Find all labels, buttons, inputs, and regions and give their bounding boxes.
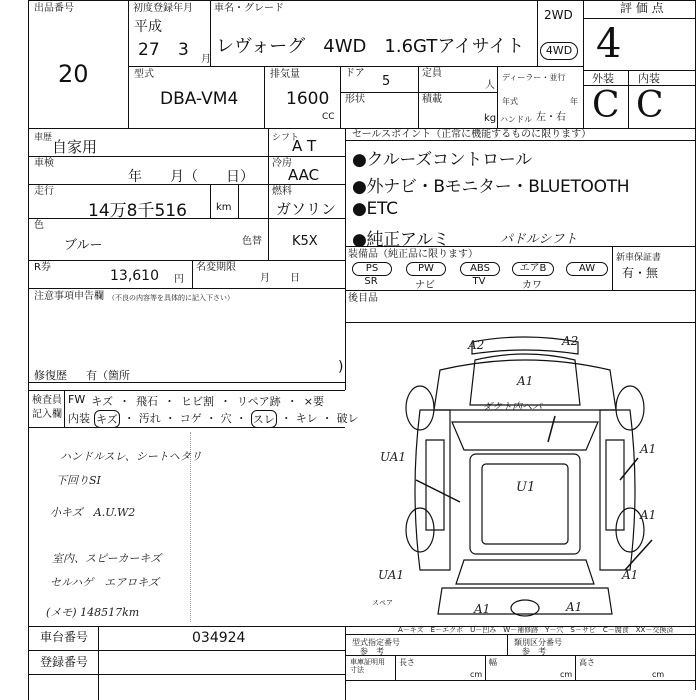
ac-value: AAC [288, 166, 320, 184]
dealer-label: ディーラー・並行 [502, 73, 566, 82]
inspector-term: 内装 [68, 412, 90, 425]
inspector-sep: ・ [119, 395, 130, 408]
inspection-label: 車検 [34, 158, 54, 169]
inspector-sep: ・ [164, 395, 175, 408]
inspection-value: 年 月（ 日） [128, 169, 254, 185]
color-change-label: 色替 [242, 236, 262, 247]
displacement-unit: CC [322, 112, 335, 122]
inspector-row-2 [68, 410, 359, 428]
repair-value: 有（箇所 [86, 369, 130, 382]
car-name-label: 車名・グレード [214, 3, 284, 14]
displacement-label: 排気量 [270, 69, 300, 80]
inspector-term: 飛石 [136, 395, 158, 408]
damage-mark: A1 [640, 442, 657, 456]
inspector-sep: ・ [205, 412, 217, 425]
handwritten-note: (メモ) 148517km [46, 606, 140, 619]
drive-2wd: 2WD [544, 8, 573, 22]
width-unit: cm [560, 670, 573, 679]
model-year-label: 年式 [502, 97, 518, 106]
line [345, 655, 695, 656]
sales-title: セールスポイント（正常に機能するものに限ります） [352, 129, 592, 140]
line [28, 260, 345, 261]
drive-4wd: 4WD [540, 42, 578, 60]
damage-mark: A1 [640, 508, 657, 522]
sales-point: ●外ナビ・Bモニター・BLUETOOTH [352, 177, 630, 197]
inspector-term: FW [68, 393, 86, 406]
line [345, 140, 695, 141]
month: 3 [178, 40, 189, 60]
inspector-label-2: 記入欄 [32, 409, 62, 420]
inspector-term: キズ [94, 410, 120, 428]
mileage-value: 14万8千516 [88, 201, 187, 221]
doors-label: ドア [345, 68, 365, 79]
interior-grade: C [636, 85, 664, 126]
height-unit: cm [652, 670, 665, 679]
line [192, 260, 193, 288]
damage-mark: A1 [566, 600, 583, 614]
inspector-term: スレ [251, 410, 277, 428]
year: 27 [138, 40, 160, 60]
inspector-sep: ・ [321, 412, 333, 425]
shift-label: シフト [272, 133, 300, 143]
chassis-value: 034924 [192, 630, 246, 646]
ac-label: 冷房 [272, 158, 292, 169]
inspector-term: ヒビ割 [181, 395, 214, 408]
line [485, 655, 486, 680]
reg-deadline-value: 月 日 [260, 273, 300, 284]
shift-value: A T [292, 137, 317, 155]
notes-label: 注意事項申告欄 [34, 291, 104, 302]
usage-label: 車歴 [34, 133, 53, 143]
lot-number: 20 [58, 60, 89, 88]
inspector-sep: ・ [220, 395, 231, 408]
model-value: DBA-VM4 [160, 89, 239, 109]
mileage-unit: km [216, 202, 232, 213]
equip-sr: SR [364, 276, 378, 287]
inspector-sep: ・ [123, 412, 135, 425]
inspector-label-1: 検査員 [32, 395, 62, 406]
inspector-term: キズ [91, 395, 113, 408]
doors-value: 5 [382, 74, 391, 89]
shape-label: 形状 [345, 94, 365, 105]
inspector-term: 破レ [336, 412, 359, 425]
grade-label: 評 価 点 [620, 1, 664, 15]
mileage-label: 走行 [34, 186, 54, 197]
damage-mark: UA1 [380, 450, 407, 464]
line [583, 0, 584, 128]
width-label: 幅 [489, 658, 497, 667]
line [28, 674, 345, 675]
line [583, 18, 696, 19]
color-value: ブルー [64, 238, 103, 253]
handwritten-note: 下回りSI [56, 474, 101, 487]
grade-value: 4 [596, 21, 622, 67]
class-num-value: 参 考 [522, 647, 546, 656]
handle-value: 左・右 [536, 112, 566, 123]
line [28, 382, 345, 383]
equip-abs: ABS [460, 262, 500, 276]
line [210, 184, 211, 218]
line [612, 246, 613, 290]
capacity-label: 定員 [422, 68, 442, 79]
line [395, 655, 396, 680]
rear-seat-label: 後目品 [348, 293, 378, 304]
height-label: 高さ [579, 658, 595, 667]
equip-pw: PW [406, 262, 446, 276]
equipment-title: 装備品（純正品に限ります） [348, 249, 478, 260]
chassis-label: 車台番号 [40, 630, 89, 644]
first-reg-label: 初度登録年月 [133, 3, 193, 14]
reg-number-label: 登録番号 [40, 655, 89, 669]
new-warranty-label: 新車保証書 [616, 253, 662, 263]
sales-point: ●クルーズコントロール [352, 150, 532, 170]
line [28, 650, 345, 651]
inspector-term: 汚れ [138, 412, 161, 425]
recycle-value: 13,610 [110, 268, 159, 284]
color-label: 色 [34, 220, 44, 231]
line [28, 390, 345, 391]
car-name: レヴォーグ 4WD 1.6GTアイサイト [216, 36, 525, 57]
inspector-term: リペア跡 [237, 395, 281, 408]
load-unit: kg [484, 113, 497, 124]
usage-value: 自家用 [52, 138, 98, 156]
length-label: 長さ [399, 658, 415, 667]
line [507, 634, 508, 655]
notes-sub: （不良の内容等を具体的に記入下さい） [108, 294, 234, 302]
sales-handwritten: パドルシフト [500, 232, 578, 247]
sales-point: ●純正アルミ [352, 230, 450, 250]
inspector-term: キレ [295, 412, 318, 425]
damage-mark: A1 [517, 374, 534, 388]
exterior-grade: C [592, 85, 620, 126]
displacement-value: 1600 [286, 89, 330, 109]
line [575, 655, 576, 680]
sales-point: ●ETC [352, 199, 398, 219]
recycle-label: R券 [34, 262, 51, 273]
damage-mark: UA1 [378, 568, 405, 582]
equip-navi: ナビ [415, 280, 435, 291]
lot-label: 出品番号 [34, 3, 74, 14]
line [238, 184, 239, 218]
equip-ps: PS [352, 262, 392, 276]
line [128, 0, 129, 128]
new-warranty-value: 有・無 [622, 266, 659, 280]
line [28, 288, 345, 289]
interior-label: 内装 [638, 72, 660, 85]
repair-close: ) [338, 359, 344, 375]
exterior-label: 外装 [592, 72, 614, 85]
line [345, 128, 346, 390]
era: 平成 [134, 19, 162, 35]
line [340, 92, 497, 93]
line [345, 626, 346, 700]
reg-deadline-label: 名変期限 [196, 262, 236, 273]
repair-label: 修復歴 [34, 369, 67, 382]
handle-label: ハンドル [500, 115, 532, 124]
line [345, 322, 695, 323]
equip-aw: AW [566, 262, 608, 276]
inspector-term: ×要 [303, 395, 324, 408]
handwritten-note: 小キズ A.U.W2 [50, 506, 136, 519]
inspector-term: コゲ [179, 412, 202, 425]
frame-right [695, 0, 696, 690]
class-num-label: 類別区分番号 [514, 638, 562, 647]
equip-tv: TV [472, 276, 486, 287]
fuel-value: ガソリン [276, 200, 337, 218]
type-num-value: 参 考 [360, 647, 384, 656]
line [340, 66, 341, 128]
equip-leather: カワ [522, 280, 542, 291]
damage-mark: A1 [622, 568, 639, 582]
line [128, 66, 583, 67]
handwritten-note: セルハゲ エアロキズ [50, 576, 160, 589]
length-unit: cm [470, 670, 483, 679]
equip-airbag: エアB [512, 262, 554, 276]
inspector-sep: ・ [235, 412, 247, 425]
damage-mark: U1 [516, 480, 536, 495]
color-code: K5X [292, 234, 318, 249]
damage-legend: A－キズ E－エクボ U－凹み W－補修跡 Y－穴 S－サビ C－腐食 XX－交換済 [398, 626, 674, 634]
line [583, 70, 696, 71]
line [98, 626, 99, 700]
damage-mark: A2 [468, 338, 485, 352]
line [418, 66, 419, 128]
load-label: 積載 [422, 94, 442, 105]
handwritten-note: ハンドルスレ、シートヘタリ [60, 450, 202, 463]
recycle-unit: 円 [174, 274, 184, 285]
inspector-sep: ・ [286, 395, 298, 408]
fuel-label: 燃料 [272, 186, 292, 197]
damage-mark: ダクト内ヘパ [482, 402, 542, 413]
model-year-unit: 年 [570, 97, 578, 106]
line [264, 66, 265, 128]
line [268, 128, 269, 260]
type-num-label: 型式指定番号 [352, 638, 400, 647]
capacity-unit: 人 [485, 80, 495, 91]
garage-cert-label: 車庫証明用 寸法 [350, 658, 385, 674]
line [628, 70, 629, 128]
inspector-row-1 [68, 393, 324, 409]
model-label: 型式 [134, 69, 154, 80]
month-unit: 月 [201, 54, 211, 65]
damage-mark: A2 [562, 334, 579, 348]
frame-left [28, 0, 29, 700]
line [537, 0, 538, 66]
inspector-term: 穴 [220, 412, 232, 425]
line [64, 390, 65, 427]
line [345, 680, 695, 681]
line [497, 66, 498, 128]
spare-label: スペア [372, 599, 393, 607]
inspector-sep: ・ [280, 412, 292, 425]
damage-mark: A1 [474, 602, 491, 616]
inspector-sep: ・ [164, 412, 176, 425]
handwritten-note: 室内、スピーカーキズ [52, 552, 162, 565]
